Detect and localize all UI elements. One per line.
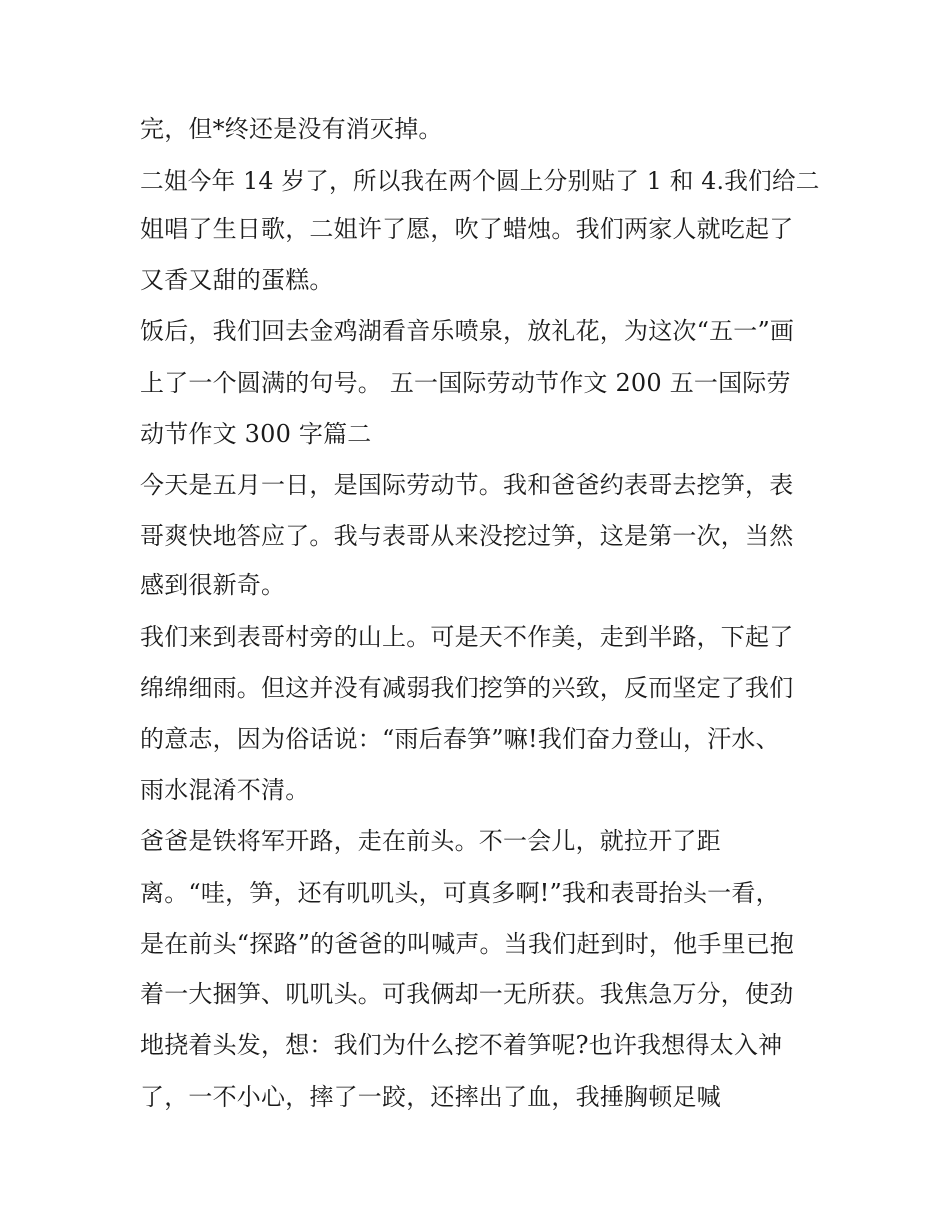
text-line: 绵绵细雨。但这并没有减弱我们挖笋的兴致，反而坚定了我们 [140,674,794,702]
text-line: 二姐今年 14 岁了，所以我在两个圆上分别贴了 1 和 4.我们给二 [140,167,820,195]
text-line: 雨水混淆不清。 [140,776,310,804]
text-line: 完，但*终还是没有消灭掉。 [140,115,443,143]
text-line: 爸爸是铁将军开路，走在前头。不一会儿，就拉开了距 [140,827,721,855]
text-line: 饭后，我们回去金鸡湖看音乐喷泉，放礼花，为这次“五一”画 [140,317,795,345]
text-line: 的意志，因为俗话说：“雨后春笋”嘛!我们奋力登山，汗水、 [140,725,780,753]
text-line: 离。“哇，笋，还有叽叽头，可真多啊!”我和表哥抬头一看， [140,879,780,907]
text-line: 是在前头“探路”的爸爸的叫喊声。当我们赶到时，他手里已抱 [140,930,795,958]
text-line: 哥爽快地答应了。我与表哥从来没挖过笋，这是第一次，当然 [140,522,794,550]
text-line: 今天是五月一日，是国际劳动节。我和爸爸约表哥去挖笋，表 [140,471,794,499]
text-line: 我们来到表哥村旁的山上。可是天不作美，走到半路，下起了 [140,623,794,651]
text-line: 姐唱了生日歌，二姐许了愿，吹了蜡烛。我们两家人就吃起了 [140,215,794,243]
text-line: 了，一不小心，摔了一跤，还摔出了血，我捶胸顿足喊 [140,1083,721,1111]
text-line: 又香又甜的蛋糕。 [140,266,334,294]
text-line: 着一大捆笋、叽叽头。可我俩却一无所获。我焦急万分，使劲 [140,980,794,1008]
text-line: 上了一个圆满的句号。 五一国际劳动节作文 200 五一国际劳 [140,369,791,397]
text-line: 动节作文 300 字篇二 [140,420,372,448]
text-line: 地挠着头发，想：我们为什么挖不着笋呢?也许我想得太入神 [140,1031,783,1059]
text-line: 感到很新奇。 [140,571,286,599]
